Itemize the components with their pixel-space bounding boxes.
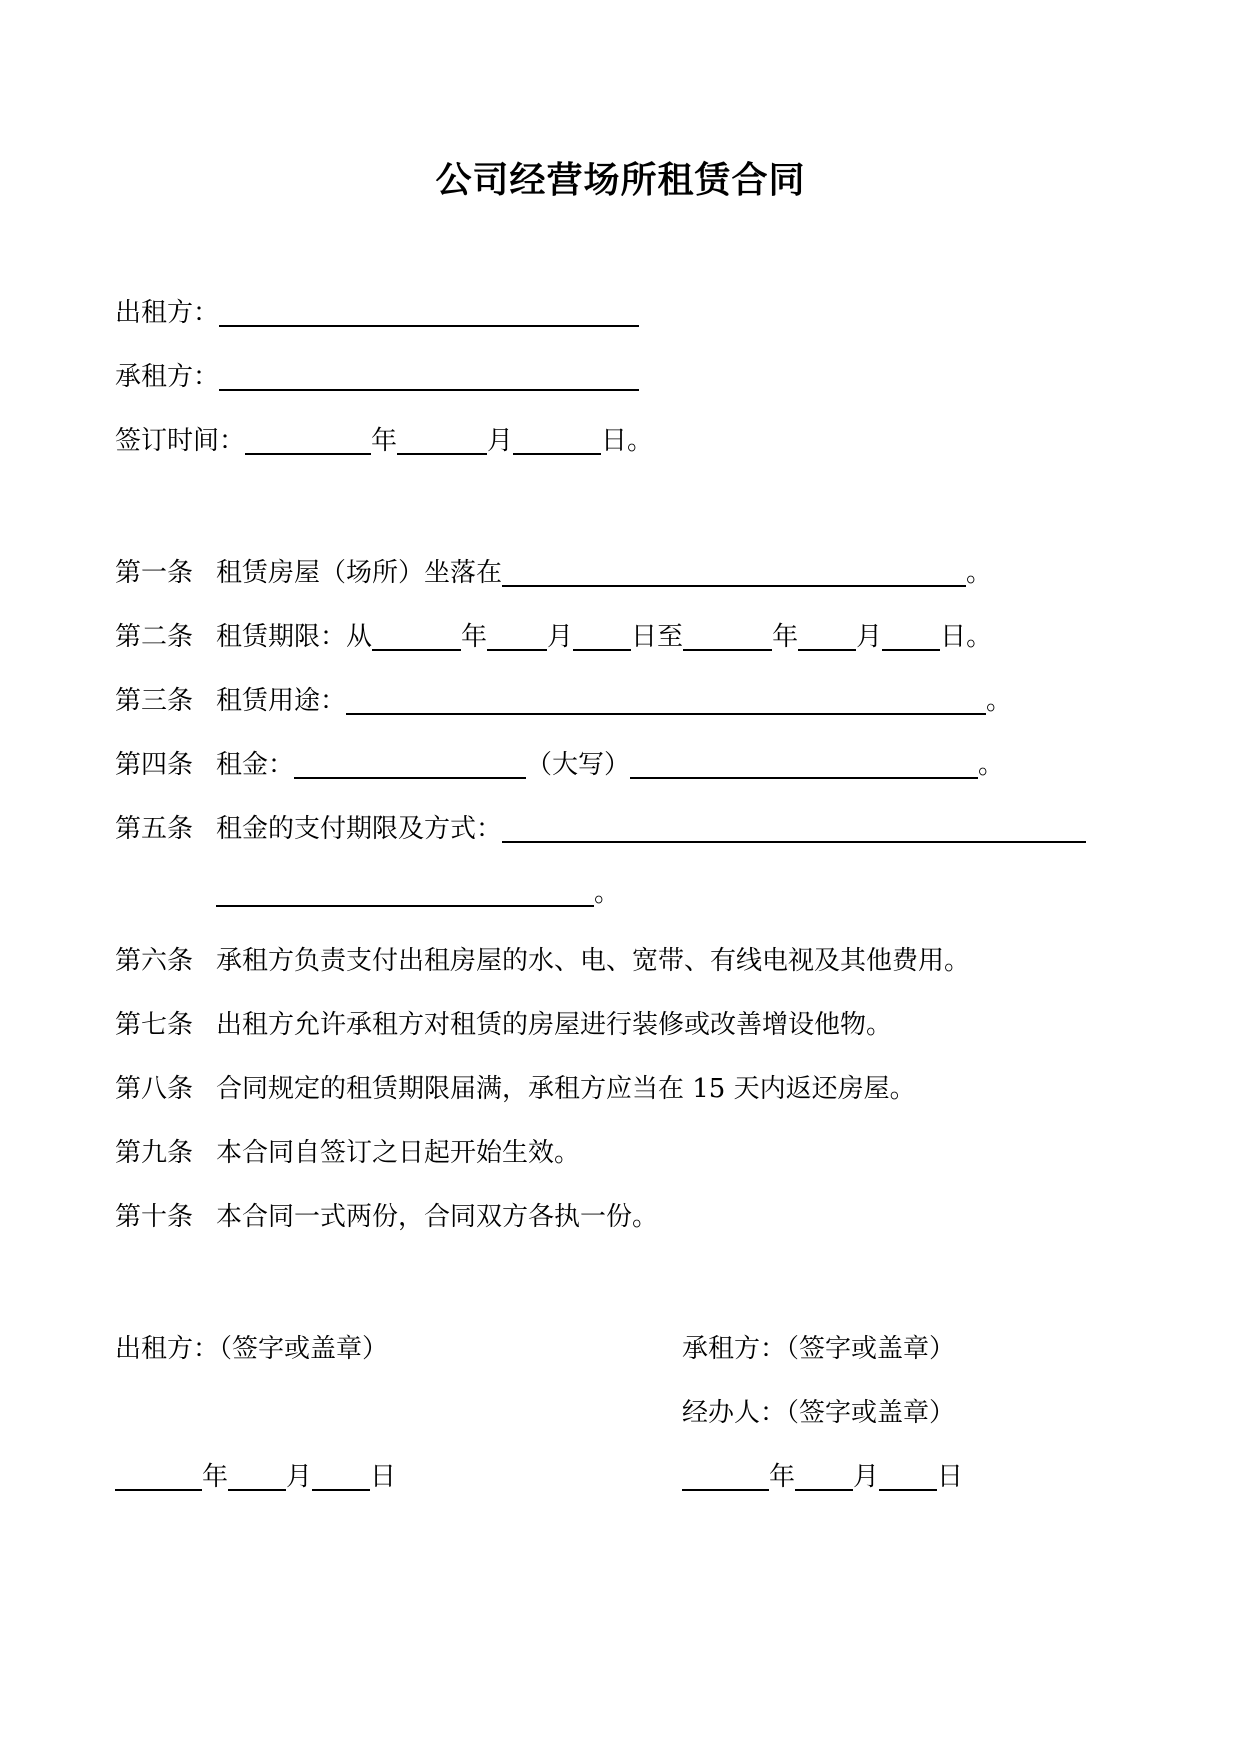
sign-day-blank[interactable] (513, 429, 601, 455)
location-blank[interactable] (502, 561, 966, 587)
article-6 (115, 946, 970, 976)
sign-date-line (115, 426, 653, 456)
article-text: 租赁房屋（场所）坐落在 (216, 558, 503, 588)
agent-signature: 经办人：（签字或盖章） (682, 1398, 956, 1428)
lessee-date-line (682, 1462, 963, 1492)
article-8 (115, 1074, 916, 1104)
rent-amount-blank[interactable] (294, 753, 526, 779)
lessor-day-blank[interactable] (312, 1465, 370, 1491)
end-day-blank[interactable] (882, 625, 940, 651)
lessee-day-blank[interactable] (879, 1465, 937, 1491)
day-to-label: 日至 (631, 622, 684, 652)
article-number: 第十条 (115, 1202, 194, 1232)
sign-year-blank[interactable] (245, 429, 371, 455)
month-label: 月 (853, 1462, 880, 1492)
year-label: 年 (371, 426, 398, 456)
month-label: 月 (856, 622, 883, 652)
month-label: 月 (286, 1462, 313, 1492)
rent-capital-blank[interactable] (630, 753, 978, 779)
lessor-signature: 出租方：（签字或盖章） (115, 1334, 389, 1364)
article-number: 第一条 (115, 558, 194, 588)
article-number: 第八条 (115, 1074, 194, 1104)
article-text: 租金的支付期限及方式： (216, 814, 503, 844)
article-text: 承租方负责支付出租房屋的水、电、宽带、有线电视及其他费用。 (216, 946, 971, 976)
usage-blank[interactable] (346, 689, 986, 715)
article-3 (115, 686, 1012, 716)
capital-label: （大写） (526, 750, 631, 780)
article-5-continuation (216, 878, 620, 908)
article-5 (115, 814, 1086, 844)
article-number: 第五条 (115, 814, 194, 844)
lessor-label: 出租方： (115, 298, 220, 328)
year-label: 年 (461, 622, 488, 652)
period: 。 (986, 686, 1013, 716)
article-number: 第四条 (115, 750, 194, 780)
article-2 (115, 622, 992, 652)
article-9 (115, 1138, 580, 1168)
article-number: 第六条 (115, 946, 194, 976)
lessor-blank[interactable] (219, 301, 639, 327)
article-number: 第三条 (115, 686, 194, 716)
start-year-blank[interactable] (372, 625, 461, 651)
period: 。 (978, 750, 1005, 780)
end-year-blank[interactable] (683, 625, 772, 651)
article-1 (115, 558, 992, 588)
article-text: 租金： (216, 750, 295, 780)
year-label: 年 (772, 622, 799, 652)
month-label: 月 (487, 426, 514, 456)
day-label: 日 (937, 1462, 964, 1492)
lessee-label: 承租方： (115, 362, 220, 392)
article-10 (115, 1202, 658, 1232)
article-text: 合同规定的租赁期限届满，承租方应当在 15 天内返还房屋。 (216, 1074, 916, 1104)
article-7 (115, 1010, 892, 1040)
start-day-blank[interactable] (573, 625, 631, 651)
lessee-year-blank[interactable] (682, 1465, 769, 1491)
day-label: 日 (370, 1462, 397, 1492)
year-label: 年 (202, 1462, 229, 1492)
day-label: 日。 (601, 426, 654, 456)
article-text: 租赁用途： (216, 686, 347, 716)
month-label: 月 (547, 622, 574, 652)
period: 。 (594, 878, 621, 908)
year-label: 年 (769, 1462, 796, 1492)
end-month-blank[interactable] (798, 625, 856, 651)
lessor-year-blank[interactable] (115, 1465, 202, 1491)
lessor-date-line (115, 1462, 396, 1492)
lessee-blank[interactable] (219, 365, 639, 391)
sign-month-blank[interactable] (397, 429, 487, 455)
lessee-line (115, 362, 639, 392)
lessee-signature: 承租方：（签字或盖章） (682, 1334, 956, 1364)
article-4 (115, 750, 1004, 780)
article-text: 本合同自签订之日起开始生效。 (216, 1138, 581, 1168)
article-text: 租赁期限：从 (216, 622, 373, 652)
period: 。 (966, 558, 993, 588)
lessor-month-blank[interactable] (228, 1465, 286, 1491)
article-number: 第九条 (115, 1138, 194, 1168)
article-text: 本合同一式两份，合同双方各执一份。 (216, 1202, 659, 1232)
payment-blank-2[interactable] (216, 881, 594, 907)
lessee-month-blank[interactable] (795, 1465, 853, 1491)
article-number: 第七条 (115, 1010, 194, 1040)
start-month-blank[interactable] (487, 625, 547, 651)
article-number: 第二条 (115, 622, 194, 652)
document-title: 公司经营场所租赁合同 (435, 159, 806, 201)
sign-date-label: 签订时间： (115, 426, 246, 456)
day-end-label: 日。 (940, 622, 993, 652)
article-text: 出租方允许承租方对租赁的房屋进行装修或改善增设他物。 (216, 1010, 893, 1040)
lessor-line (115, 298, 639, 328)
payment-blank-1[interactable] (502, 817, 1086, 843)
